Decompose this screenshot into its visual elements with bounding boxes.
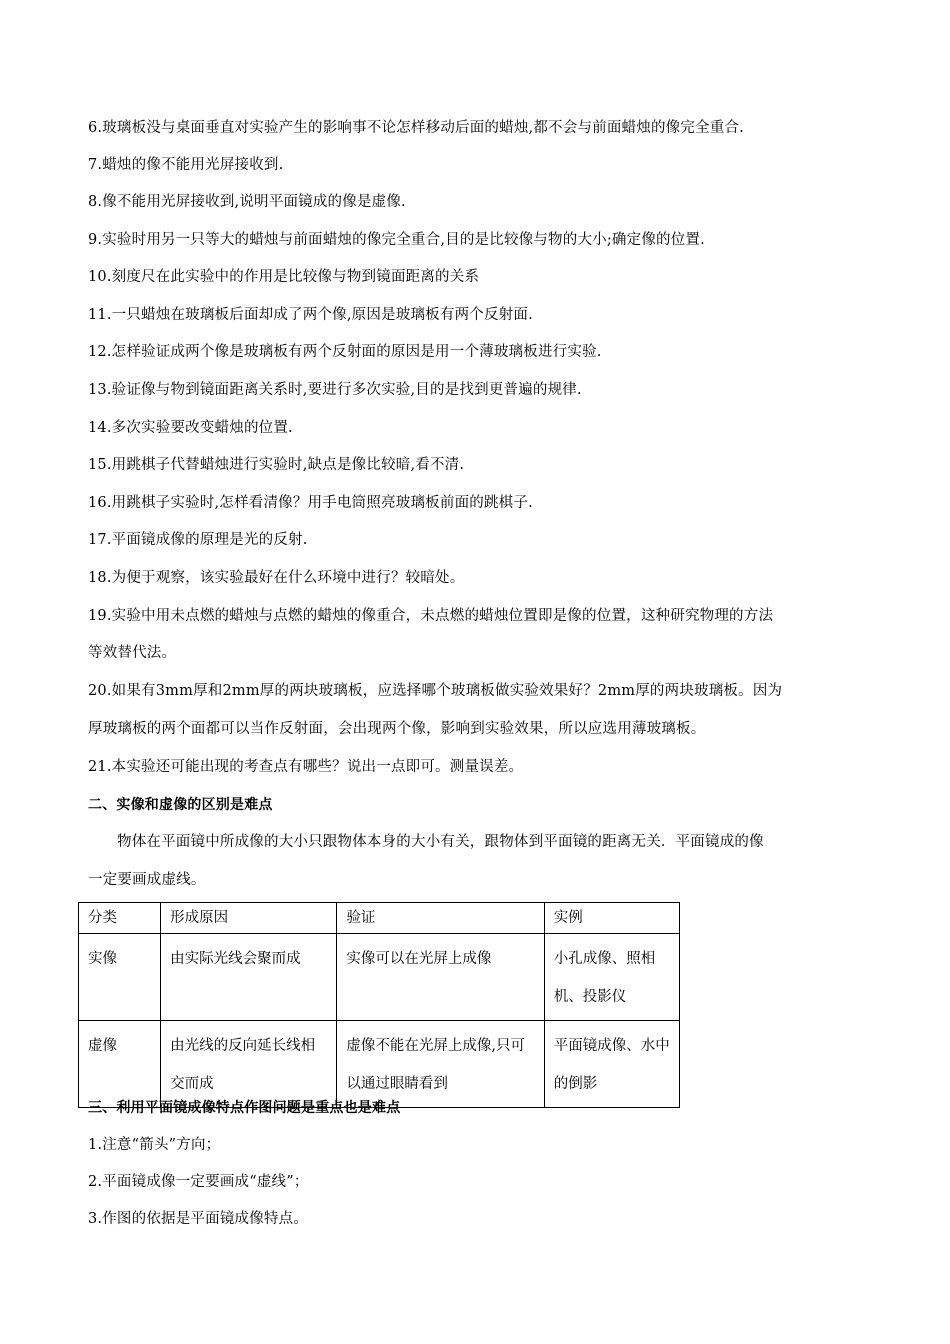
list-item: 15.用跳棋子代替蜡烛进行实验时,缺点是像比较暗,看不清. (88, 457, 465, 473)
list-item: 20.如果有3mm厚和2mm厚的两块玻璃板，应选择哪个玻璃板做实验效果好？2mm厚的两块玻璃板。因为 (88, 683, 783, 699)
table-cell: 虚像不能在光屏上成像,只可以通过眼睛看到 (337, 1021, 544, 1108)
list-item: 9.实验时用另一只等大的蜡烛与前面蜡烛的像完全重合,目的是比较像与物的大小;确定像的位置. (88, 232, 705, 248)
table-header-cell: 分类 (79, 903, 161, 934)
list-item: 7.蜡烛的像不能用光屏接收到. (88, 157, 284, 173)
table-header-cell: 形成原因 (161, 903, 337, 934)
list-item: 10.刻度尺在此实验中的作用是比较像与物到镜面距离的关系 (88, 269, 480, 285)
table-cell: 由实际光线会聚而成 (161, 934, 337, 1021)
paragraph-line: 一定要画成虚线。 (88, 872, 206, 888)
section-heading: 三、利用平面镜成像特点作图问题是重点也是难点 (88, 1100, 401, 1116)
list-item: 18.为便于观察，该实验最好在什么环境中进行？较暗处。 (88, 570, 465, 586)
table-cell: 实像 (79, 934, 161, 1021)
list-item: 21.本实验还可能出现的考查点有哪些？说出一点即可。测量误差。 (88, 759, 524, 775)
table-header-row (79, 903, 680, 934)
list-item: 17.平面镜成像的原理是光的反射. (88, 532, 308, 548)
list-item: 1.注意“箭头”方向； (88, 1137, 221, 1153)
table-cell: 小孔成像、照相机、投影仪 (544, 934, 679, 1021)
table-cell: 实像可以在光屏上成像 (337, 934, 544, 1021)
list-item: 13.验证像与物到镜面距离关系时,要进行多次实验,目的是找到更普遍的规律. (88, 382, 582, 398)
list-item: 14.多次实验要改变蜡烛的位置. (88, 420, 293, 436)
section-heading: 二、实像和虚像的区别是难点 (88, 797, 273, 813)
paragraph-line: 物体在平面镜中所成像的大小只跟物体本身的大小有关，跟物体到平面镜的距离无关．平面镜成的像 (117, 834, 764, 850)
table-cell: 由光线的反向延长线相交而成 (161, 1021, 337, 1108)
list-item: 3.作图的依据是平面镜成像特点。 (88, 1211, 309, 1227)
list-item: 11.一只蜡烛在玻璃板后面却成了两个像,原因是玻璃板有两个反射面. (88, 307, 533, 323)
list-item: 2.平面镜成像一定要画成“虚线”； (88, 1174, 309, 1190)
list-item: 19.实验中用未点燃的蜡烛与点燃的蜡烛的像重合，未点燃的蜡烛位置即是像的位置，这种研究物理的方法 (88, 608, 774, 624)
table-row (79, 934, 680, 1021)
list-item-continuation: 等效替代法。 (88, 645, 177, 661)
list-item: 8.像不能用光屏接收到,说明平面镜成的像是虚像. (88, 194, 406, 210)
table-row (79, 1021, 680, 1108)
list-item: 16.用跳棋子实验时,怎样看清像？用手电筒照亮玻璃板前面的跳棋子. (88, 495, 533, 511)
table-cell: 平面镜成像、水中的倒影 (544, 1021, 679, 1108)
list-item: 6.玻璃板没与桌面垂直对实验产生的影响事不论怎样移动后面的蜡烛,都不会与前面蜡烛的像完全重合. (88, 120, 744, 136)
table-header-cell: 验证 (337, 903, 544, 934)
comparison-table (78, 902, 680, 1108)
list-item-continuation: 厚玻璃板的两个面都可以当作反射面，会出现两个像，影响到实验效果，所以应选用薄玻璃板。 (88, 721, 706, 737)
list-item: 12.怎样验证成两个像是玻璃板有两个反射面的原因是用一个薄玻璃板进行实验. (88, 344, 602, 360)
table-cell: 虚像 (79, 1021, 161, 1108)
table-header-cell: 实例 (544, 903, 679, 934)
